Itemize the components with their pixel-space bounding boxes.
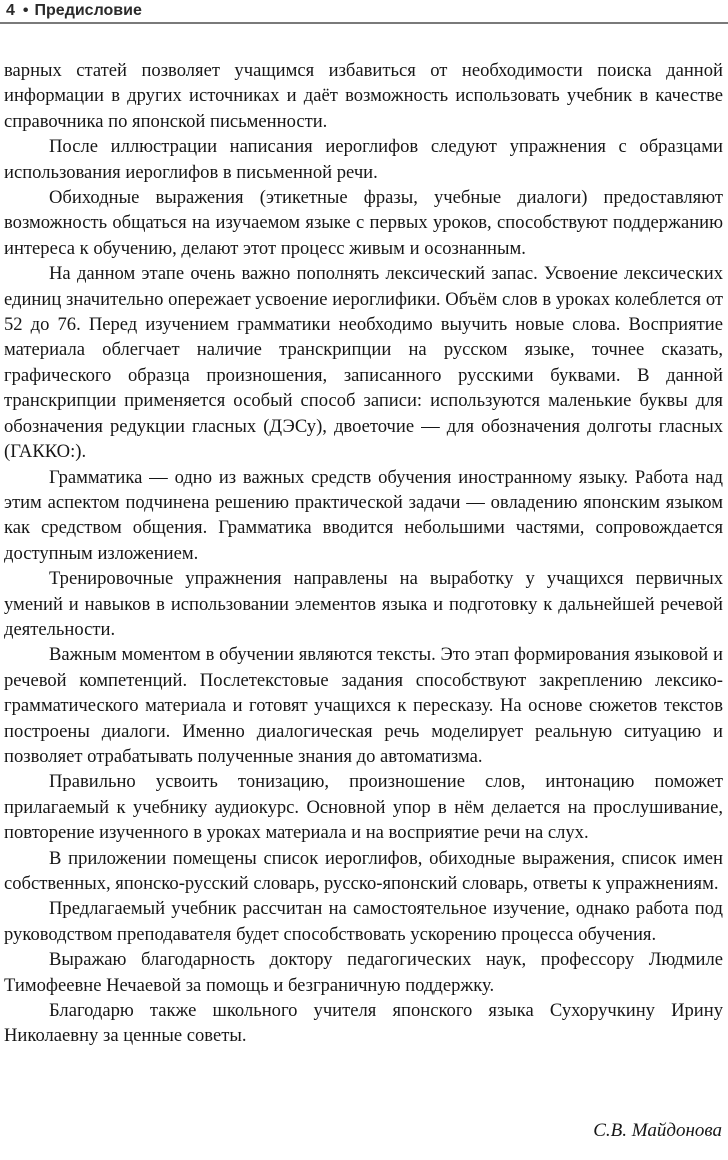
section-title: Предисловие (34, 2, 142, 19)
paragraph: Выражаю благодарность доктору педагогических наук, профессору Людмиле Тимофеевне Нечаевой за помощь и безграничную поддержку. (4, 949, 723, 996)
paragraph: После иллюстрации написания иероглифов следуют упражнения с образцами использования иероглифов в письменной речи. (4, 136, 723, 183)
paragraph: Благодарю также школьного учителя японского языка Сухоручкину Ирину Николаевну за ценные советы. (4, 1000, 723, 1047)
running-header (6, 0, 142, 22)
page-number: 4 (6, 2, 15, 19)
paragraph: Обиходные выражения (этикетные фразы, учебные диалоги) предоставляют возможность общаться на изучаемом языке с первых уроков, способствуют поддержанию интереса к обучению, делают этот процесс живым и осознанным. (4, 187, 723, 259)
author-signature: С.В. Майдонова (593, 1120, 722, 1141)
paragraph: Правильно усвоить тонизацию, произношение слов, интонацию поможет прилагаемый к учебнику аудиокурс. Основной упор в нём делается на прослушивание, повторение изученного в уроках материала и на восприятие речи на слух. (4, 771, 723, 844)
body-text (4, 58, 723, 1049)
paragraph: Грамматика — одно из важных средств обучения иностранному языку. Работа над этим аспектом подчинена решению практической задачи — овладению японским языком как средством общения. Грамматика вводится небольшими частями, сопровождается доступным изложением. (4, 466, 723, 564)
paragraph: Важным моментом в обучении являются тексты. Это этап формирования языковой и речевой компетенций. Послетекстовые задания способствуют закреплению лексико-грамматического материала и готовят учащихся к пересказу. На основе сюжетов текстов построены диалоги. Именно диалогическая речь моделирует реальную ситуацию и позволяет отрабатывать полученные знания до автоматизма. (4, 644, 723, 767)
paragraph: На данном этапе очень важно пополнять лексический запас. Усвоение лексических единиц значительно опережает усвоение иероглифики. Объём слов в уроках колеблется от 52 до 76. Перед изучением грамматики необходимо выучить новые слова. Восприятие материала облегчает наличие транскрипции на русском языке, точнее сказать, графического образца произношения, записанного русскими буквами. В данной транскрипции применяется особый способ записи: используются маленькие буквы для обозначения редукции гласных (ДЭСу), двоеточие — для обозначения долготы гласных (ГАККО:). (4, 263, 723, 463)
header-bullet: • (22, 2, 29, 19)
paragraph: Тренировочные упражнения направлены на выработку у учащихся первичных умений и навыков в использовании элементов языка и подготовку к дальнейшей речевой деятельности. (4, 568, 723, 640)
paragraph-continuation: варных статей позволяет учащимся избавиться от необходимости поиска данной информации в других источниках и даёт возможность использовать учебник в качестве справочника по японской письменности. (4, 60, 723, 132)
header-divider (0, 22, 728, 24)
paragraph: Предлагаемый учебник рассчитан на самостоятельное изучение, однако работа под руководством преподавателя будет способствовать ускорению процесса обучения. (4, 898, 723, 945)
paragraph: В приложении помещены список иероглифов, обиходные выражения, список имен собственных, японско-русский словарь, русско-японский словарь, ответы к упражнениям. (4, 847, 723, 894)
